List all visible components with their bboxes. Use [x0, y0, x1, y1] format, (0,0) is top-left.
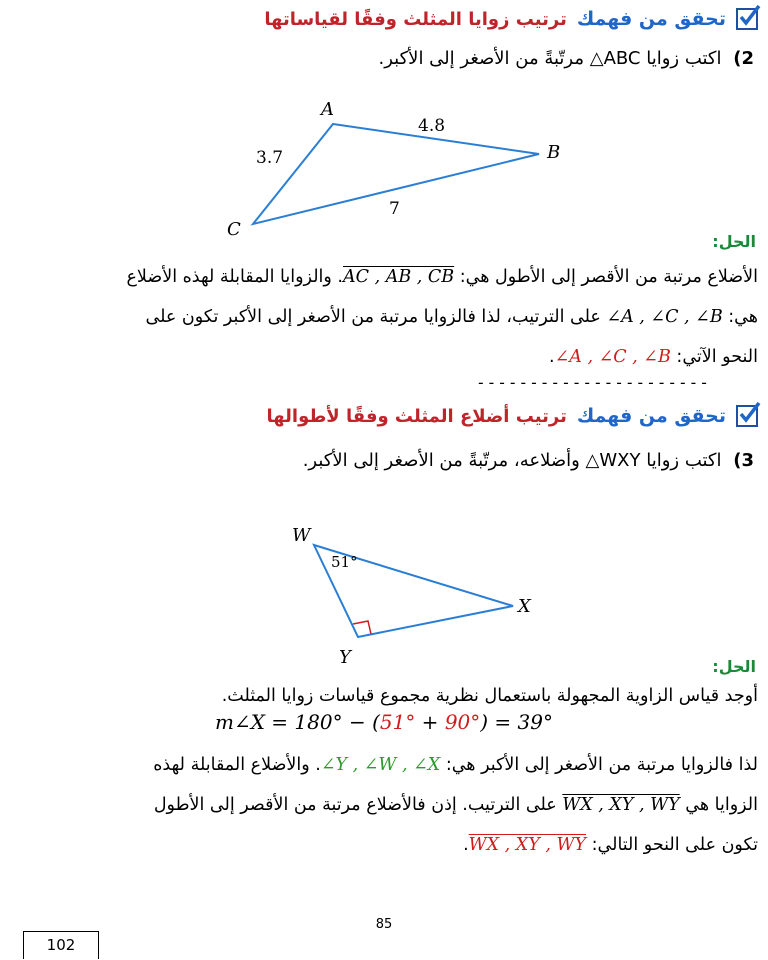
equation-rhs: ) = 39°	[480, 710, 553, 734]
check-understanding-label: تحقق من فهمك	[576, 405, 726, 427]
answer-angles: ∠A , ∠C , ∠B	[554, 347, 671, 367]
line-text: النحو الآتي:	[676, 347, 758, 367]
section-header-2	[267, 405, 759, 427]
vertex-c-label: C	[227, 219, 241, 240]
vertex-a-label: A	[321, 99, 334, 120]
triangle-abc-figure	[220, 96, 580, 246]
section-title: ترتيب أضلاع المثلث وفقًا لأطوالها	[266, 405, 567, 427]
equation-plus: +	[415, 710, 445, 734]
book-page-number: 102	[23, 931, 99, 959]
equation	[0, 710, 768, 734]
vertex-x-label: X	[518, 596, 531, 617]
line-tail: على الترتيب، لذا فالزوايا مرتبة من الأصغر إلى الأكبر تكون على	[145, 307, 601, 327]
vertex-y-label: Y	[339, 647, 351, 668]
triangle-wxy-figure	[300, 500, 540, 660]
solution-2-line-3	[10, 785, 758, 825]
vertex-w-label: W	[292, 525, 311, 546]
solution-text-1	[10, 257, 758, 377]
separator: ----------------------	[476, 373, 710, 392]
solution-2-line-4: تكون على النحو التالي: WX , XY , WY.	[463, 835, 758, 855]
line-text: الأضلاع مرتبة من الأقصر إلى الأطول هي:	[459, 267, 758, 287]
line-tail: . والزوايا المقابلة لهذه الأضلاع	[126, 267, 343, 287]
equation-angle-w: 51°	[379, 710, 416, 734]
checkbox-icon	[736, 405, 758, 427]
solution-1-line-3: النحو الآتي: ∠A , ∠C , ∠B.	[549, 347, 758, 367]
line-head: هي:	[728, 307, 758, 327]
solution-2-line-2	[10, 745, 758, 785]
angles-order: ∠A , ∠C , ∠B	[606, 307, 723, 327]
line-head: الزوايا هي	[685, 795, 758, 815]
vertex-b-label: B	[547, 142, 561, 163]
solution-label-1: الحل:	[712, 232, 756, 251]
angle-w-label: 51°	[331, 553, 358, 571]
solution-text-2	[10, 745, 758, 865]
equation-angle-y: 90°	[444, 710, 481, 734]
angles-order: ∠Y , ∠W , ∠X	[320, 755, 441, 775]
question-number: 2)	[733, 48, 754, 69]
question-2	[379, 48, 754, 69]
line-tail: على الترتيب. إذن فالأضلاع مرتبة من الأقصر إلى الأطول	[153, 795, 557, 815]
question-number: 3)	[733, 450, 754, 471]
solution-2-line-1: أوجد قياس الزاوية المجهولة باستعمال نظرية مجموع قياسات زوايا المثلث.	[221, 686, 758, 706]
line-text: تكون على النحو التالي:	[591, 835, 758, 855]
section-header-1	[264, 8, 758, 30]
page-number: 85	[375, 917, 393, 932]
solution-1-line-2	[10, 297, 758, 337]
checkbox-icon	[736, 8, 758, 30]
question-text: اكتب زوايا WXY△ وأضلاعه، مرتّبةً من الأصغر إلى الأكبر.	[302, 450, 722, 471]
answer-sides: WX , XY , WY	[468, 835, 587, 855]
line-tail: . والأضلاع المقابلة لهذه	[153, 755, 321, 775]
sides-order: WX , XY , WY	[562, 795, 680, 815]
check-understanding-label: تحقق من فهمك	[576, 8, 726, 30]
line-text: لذا فالزوايا مرتبة من الأصغر إلى الأكبر هي:	[445, 755, 758, 775]
side-ab-label: 4.8	[418, 116, 446, 136]
side-cb-label: 7	[389, 199, 400, 219]
equation-lhs: m∠X = 180° − (	[214, 710, 380, 734]
question-3	[303, 450, 754, 471]
solution-1-line-1	[10, 257, 758, 297]
section-title: ترتيب زوايا المثلث وفقًا لقياساتها	[264, 8, 567, 30]
solution-label-2: الحل:	[712, 657, 756, 676]
question-text: اكتب زوايا ABC△ مرتّبةً من الأصغر إلى الأكبر.	[378, 48, 722, 69]
sides-order: AC , AB , CB	[342, 267, 455, 287]
side-ac-label: 3.7	[256, 148, 284, 168]
